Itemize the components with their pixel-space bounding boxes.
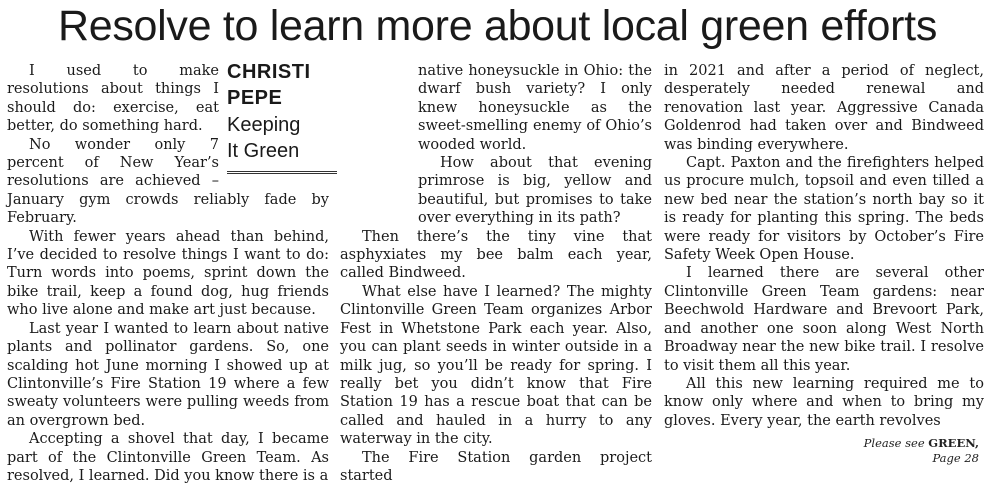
paragraph: I used to make resolutions about things I should do: exercise, eat better, do something hard. (7, 63, 219, 135)
author-last-name: PEPE (227, 87, 283, 109)
paragraph: The Fire Station garden project started (340, 449, 652, 484)
paragraph: No wonder only 7 percent of New Year’s resolutions are achieved – January gym crowds reliably fade by February. (7, 136, 329, 227)
article-column-1 (7, 61, 329, 484)
article-column-3 (664, 62, 984, 472)
paragraph: in 2021 and after a period of neglect, desperately needed renewal and renovation last year. Aggressive Canada Goldenrod had taken over and Bindweed was binding everywhere. (664, 63, 984, 153)
author-first-name: CHRISTI (227, 61, 311, 83)
paragraph: Last year I wanted to learn about native plants and pollinator gardens. So, one scalding hot June morning I showed up at Clintonville’s Fire Station 19 where a few sweaty volunteers were pulling weeds from an overgrown bed. (7, 320, 329, 429)
byline-wrap-space (332, 62, 418, 222)
paragraph: Capt. Paxton and the firefighters helped us procure mulch, topsoil and even tilled a new bed near the station’s north bay so it is ready for planting this spring. The beds were ready for visitors by October’s Fire Safety Week Open House. (664, 155, 984, 264)
column-name-line-1: Keeping (227, 114, 301, 136)
column-name-line-2: It Green (227, 140, 300, 162)
paragraph: How about that evening primrose is big, yellow and beautiful, but promises to take over everything in its path? (418, 155, 652, 227)
continuation-keyword: GREEN, (928, 436, 979, 450)
paragraph: I learned there are several other Clintonville Green Team gardens: near Beechwold Hardware and Brevoort Park, and another one soon along West North Broadway near the new bike trail. I resolve to visit them all this year. (664, 265, 984, 374)
paragraph: native honeysuckle in Ohio: the dwarf bush variety? I only knew honeysuckle as the sweet-smelling enemy of Ohio’s wooded world. (418, 63, 652, 153)
paragraph: Accepting a shovel that day, I became part of the Clintonville Green Team. As resolved, I learned. Did you know there is a (7, 431, 329, 484)
article-column-2 (340, 62, 652, 484)
continuation-page: Page 28 (932, 451, 979, 465)
paragraph: All this new learning required me to know only where and when to bring my gloves. Every year, the earth revolves (664, 375, 984, 429)
paragraph: Then there’s the tiny vine that asphyxiates my bee balm each year, called Bindweed. (340, 228, 652, 282)
headline: Resolve to learn more about local green efforts (57, 2, 938, 50)
paragraph: With fewer years ahead than behind, I’ve decided to resolve things I want to do: Turn words into poems, sprint down the bike trail, keep a found dog, hug friends who live alone and make art just because. (7, 228, 329, 319)
byline-rule (227, 171, 337, 174)
continuation-prefix: Please see (863, 436, 925, 450)
paragraph: What else have I learned? The mighty Clintonville Green Team organizes Arbor Fest in Whetstone Park each year. Also, you can plant seeds in winter outside in a milk jug, so you’ll be ready for spring. I really bet you didn’t know that Fire Station 19 has a rescue boat that can be called and hauled in a hurry to any waterway in the city. (340, 283, 652, 448)
byline (227, 59, 337, 180)
continuation-note (864, 436, 979, 466)
